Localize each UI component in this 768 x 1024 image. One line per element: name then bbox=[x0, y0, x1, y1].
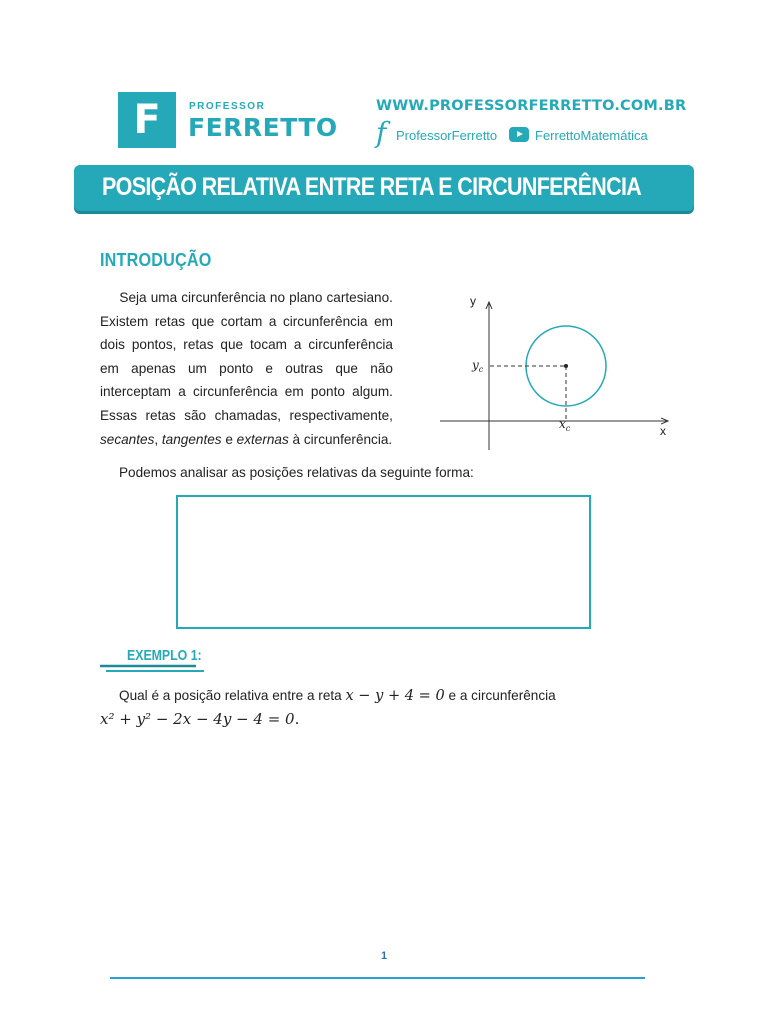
logo-title: FERRETTO bbox=[188, 113, 338, 142]
intro-text: Seja uma circunferência no plano cartesiano. Existem retas que cortam a circunferência em dois pontos, retas que tocam a circunferência em apenas um ponto e outras que não interceptam a circunferência em ponto algum. Essas retas são chamadas, respectivamente, bbox=[100, 289, 393, 423]
facebook-icon: f bbox=[376, 116, 387, 149]
logo-subtitle: PROFESSOR bbox=[189, 101, 266, 112]
circle-equation: x² + y² − 2x − 4y − 4 = 0 bbox=[100, 710, 295, 728]
youtube-icon bbox=[509, 127, 529, 142]
example-label: EXEMPLO 1: bbox=[127, 648, 202, 664]
answer-box bbox=[176, 495, 591, 629]
intro-end-text: à circunferência. bbox=[288, 430, 393, 447]
website-link[interactable]: WWW.PROFESSORFERRETTO.COM.BR bbox=[376, 98, 687, 114]
comma-text: , bbox=[154, 430, 162, 447]
term-externas: externas bbox=[236, 430, 289, 447]
footer-divider bbox=[110, 977, 645, 979]
page-number: 1 bbox=[380, 950, 388, 962]
line-equation: x − y + 4 = 0 bbox=[345, 686, 445, 704]
term-secantes: secantes bbox=[100, 430, 155, 447]
youtube-link[interactable]: FerrettoMatemática bbox=[535, 128, 648, 143]
circle-equation-line bbox=[100, 710, 299, 729]
facebook-link[interactable]: ProfessorFerretto bbox=[396, 128, 498, 143]
page-title: POSIÇÃO RELATIVA ENTRE RETA E CIRCUNFERÊNCIA bbox=[102, 173, 642, 201]
and-text: e bbox=[221, 430, 237, 447]
analysis-text: Podemos analisar as posições relativas da seguinte forma: bbox=[119, 464, 474, 480]
question-mid: e a circunferência bbox=[444, 687, 556, 703]
x-axis-label: x bbox=[660, 424, 666, 438]
section-heading: INTRODUÇÃO bbox=[100, 250, 212, 270]
question-start: Qual é a posição relativa entre a reta bbox=[119, 687, 346, 703]
circle-graph bbox=[430, 290, 680, 450]
example-question bbox=[119, 686, 556, 704]
y-axis-label: y bbox=[470, 294, 476, 308]
title-banner bbox=[74, 165, 694, 211]
logo-letter: F bbox=[133, 97, 161, 143]
intro-paragraph bbox=[100, 286, 393, 451]
equation-period: . bbox=[294, 710, 300, 728]
yc-label: $y_c$ bbox=[472, 358, 484, 374]
brand-logo bbox=[118, 92, 176, 148]
term-tangentes: tangentes bbox=[161, 430, 222, 447]
xc-label: $x_c$ bbox=[559, 417, 571, 433]
